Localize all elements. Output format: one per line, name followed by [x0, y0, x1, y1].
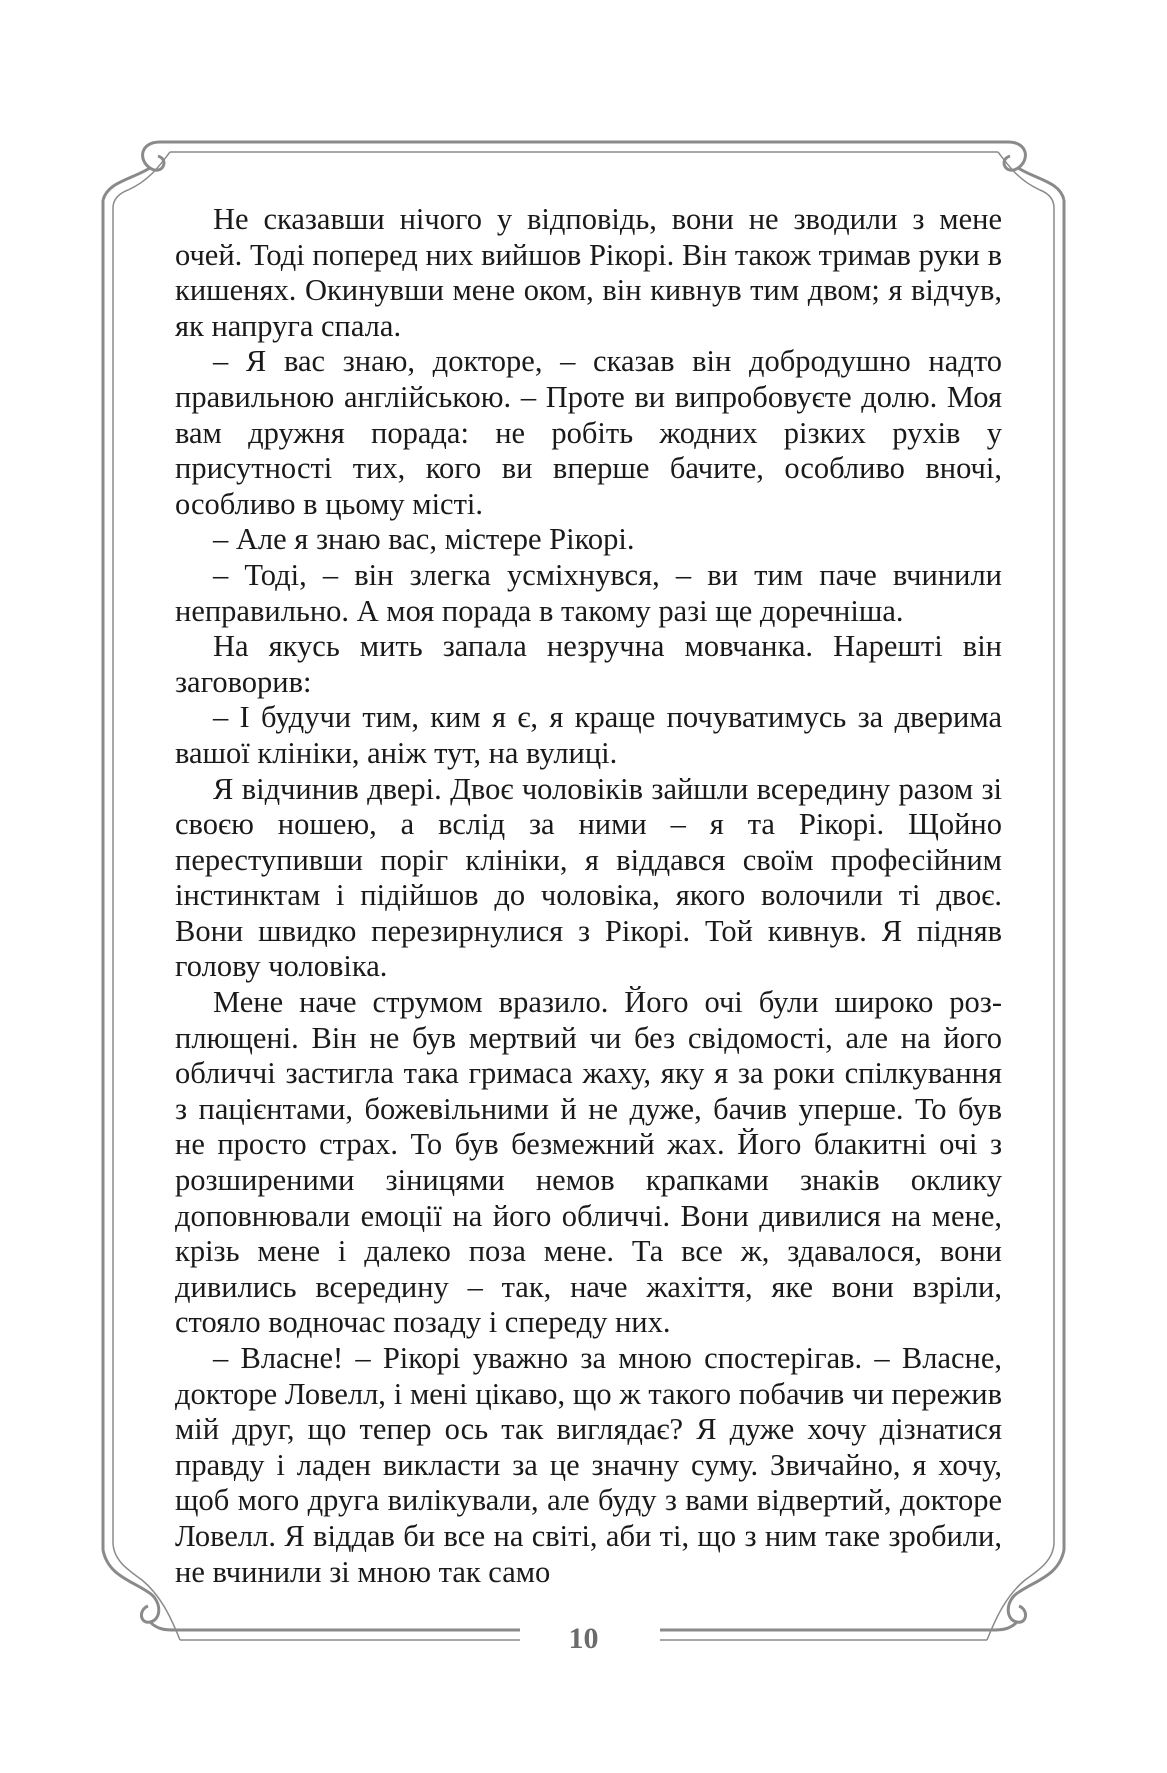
- paragraph-5: На якусь мить запала незручна мовчанка. Нарешті він заговорив:: [175, 629, 1002, 699]
- page-number: 10: [568, 1622, 599, 1655]
- paragraph-3: – Але я знаю вас, містере Рікорі.: [213, 522, 635, 557]
- paragraph-9: – Власне! – Рікорі уважно за мною спостерігав. – Власне, докторе Ловелл, і мені цікаво, що ж такого побачив чи пережив мій друг, що тепер ось так виглядає? Я дуже хочу дізнатися правду і ладен викласти за це значну суму. Звичайно, я хочу, щоб мого друга вилікували, але буду з вами відвертий, докторе Ловелл. Я віддав би все на світі, аби ті, що з ним таке зробили, не вчинили зі мною так само: [175, 1341, 1002, 1589]
- paragraph-7: Я відчинив двері. Двоє чоловіків зайшли всередину разом зі своєю ношею, а вслід за ними – я та Рікорі. Щойно переступивши поріг клініки, я віддався своїм професійним інстинктам і підійшов до чоловіка, якого волочили ті двоє. Вони швидко перезирнулися з Рікорі. Той кивнув. Я підняв голову чоловіка.: [175, 771, 1002, 984]
- paragraph-6: – І будучи тим, ким я є, я краще почуватимусь за дверима вашої клініки, аніж тут, на вулиці.: [175, 700, 1002, 770]
- body-text: [175, 202, 1002, 1590]
- paragraph-2: – Я вас знаю, докторе, – сказав він добродушно надто правильною англійською. – Проте ви випробовуєте долю. Моя вам дружня порада: не робіть жодних різких рухів у присутності тих, кого ви вперше бачите, особливо вночі, особливо в цьому місті.: [175, 344, 1002, 521]
- paragraph-8: Мене наче струмом вразило. Його очі були широко розплющені. Він не був мертвий чи без свідомості, але на його обличчі застигла така гримаса жаху, яку я за роки спілкування з пацієнтами, божевільними й не дуже, бачив уперше. То був не просто страх. То був безмежний жах. Його блакитні очі з розширеними зіницями немов крапками знаків оклику доповнювали емоції на його обличчі. Вони дивилися на мене, крізь мене і далеко поза мене. Та все ж, здавалося, вони дивились всередину – так, наче жахіття, яке вони взріли, стояло водночас позаду і спереду них.: [175, 985, 1002, 1340]
- paragraph-1: Не сказавши нічого у відповідь, вони не зводили з мене очей. Тоді поперед них вийшов Рікорі. Він також тримав руки в кишенях. Окинувши мене оком, він кивнув тим двом; я відчув, як напруга спала.: [175, 202, 1002, 343]
- paragraph-4: – Тоді, – він злегка усміхнувся, – ви тим паче вчинили неправильно. А моя порада в такому разі ще доречніша.: [175, 557, 1002, 628]
